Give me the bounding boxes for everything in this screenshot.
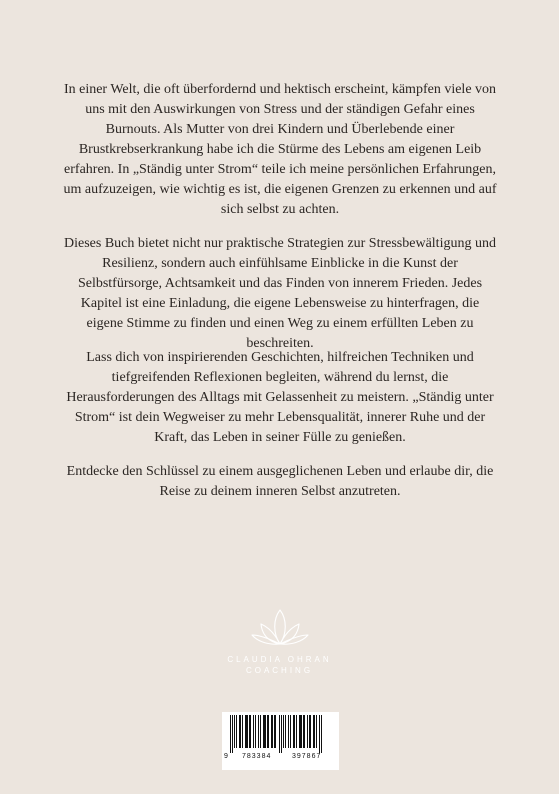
barcode-bar xyxy=(236,715,237,748)
barcode-bar xyxy=(285,715,286,748)
blurb-paragraph-4 xyxy=(62,462,498,502)
barcode-bar xyxy=(267,715,269,748)
barcode-bar xyxy=(296,715,297,748)
barcode-bar xyxy=(271,715,273,748)
paragraph-text: In einer Welt, die oft überfordernd und hektisch erscheint, kämpfen viele von uns mit den Auswirkungen von Stress und der ständigen Gefahr eines Burnouts. Als Mutter von drei Kindern und Überlebende einer Brustkrebserkrankung habe ich die Stürme des Lebens am eigenen Leib erfahren. In „Ständig unter Strom“ teile ich meine persönlichen Erfahrungen, um aufzuzeigen, wie wichtig es ist, die eigenen Grenzen zu erkennen und auf sich selbst zu achten. xyxy=(63,82,497,217)
lotus-icon xyxy=(248,607,312,651)
barcode-bar xyxy=(255,715,256,748)
barcode-bar xyxy=(239,715,241,748)
barcode-bar xyxy=(283,715,284,748)
barcode-bar xyxy=(299,715,302,748)
barcode-bar xyxy=(279,715,280,753)
paragraph-text: Lass dich von inspirierenden Geschichten, hilfreichen Techniken und tiefgreifenden Reflexionen begleiten, während du lernst, die Herausforderungen des Alltags mit Gelassenheit zu meistern. „Ständig unter Strom“ ist dein Wegweiser zu mehr Lebensqualität, innerer Ruhe und der Kraft, das Leben in seiner Fülle zu genießen. xyxy=(66,350,494,445)
barcode-bar xyxy=(309,715,311,748)
barcode-bar xyxy=(316,715,317,748)
barcode-left-digits: 783384 xyxy=(242,753,272,760)
barcode-bar xyxy=(303,715,305,748)
publisher-logo xyxy=(0,607,559,676)
barcode-bar xyxy=(313,715,315,748)
blurb-paragraph-3 xyxy=(62,348,498,448)
barcode-bar xyxy=(319,715,320,753)
barcode-bar xyxy=(321,715,322,753)
barcode-bar xyxy=(307,715,308,748)
barcode-bar xyxy=(274,715,276,748)
barcode-bar xyxy=(288,715,289,748)
barcode-bar xyxy=(290,715,291,748)
paragraph-text: Dieses Buch bietet nicht nur praktische Strategien zur Stressbewältigung und Resilienz, sondern auch einfühlsame Einblicke in die Kunst der Selbstfürsorge, Achtsamkeit und das Finden von innerem Frieden. Jedes Kapitel ist eine Einladung, die eigene Lebensweise zu hinterfragen, die eigene Stimme zu finden und einen Weg zu einem erfüllten Leben zu beschreiten. xyxy=(64,236,496,351)
barcode-bar xyxy=(249,715,251,748)
barcode-bars xyxy=(228,715,333,753)
barcode-bar xyxy=(260,715,261,748)
barcode-bar xyxy=(253,715,254,748)
barcode-bar xyxy=(245,715,248,748)
barcode-prefix-digit: 9 xyxy=(224,753,229,760)
barcode-bar xyxy=(232,715,233,753)
barcode-bar xyxy=(234,715,235,748)
barcode-bar xyxy=(281,715,282,753)
barcode-bar xyxy=(242,715,243,748)
barcode-bar xyxy=(293,715,295,748)
barcode-right-digits: 397867 xyxy=(292,753,322,760)
blurb-paragraph-1 xyxy=(62,80,498,220)
barcode-bar xyxy=(230,715,231,753)
barcode-bar xyxy=(263,715,266,748)
logo-name: CLAUDIA OHRAN xyxy=(227,655,332,664)
barcode-bar xyxy=(258,715,259,748)
paragraph-text: Entdecke den Schlüssel zu einem ausgeglichenen Leben und erlaube dir, die Reise zu deinem inneren Selbst anzutreten. xyxy=(66,464,494,499)
logo-subtitle: COACHING xyxy=(245,666,314,675)
isbn-barcode xyxy=(222,712,339,770)
blurb-paragraph-2 xyxy=(62,234,498,354)
